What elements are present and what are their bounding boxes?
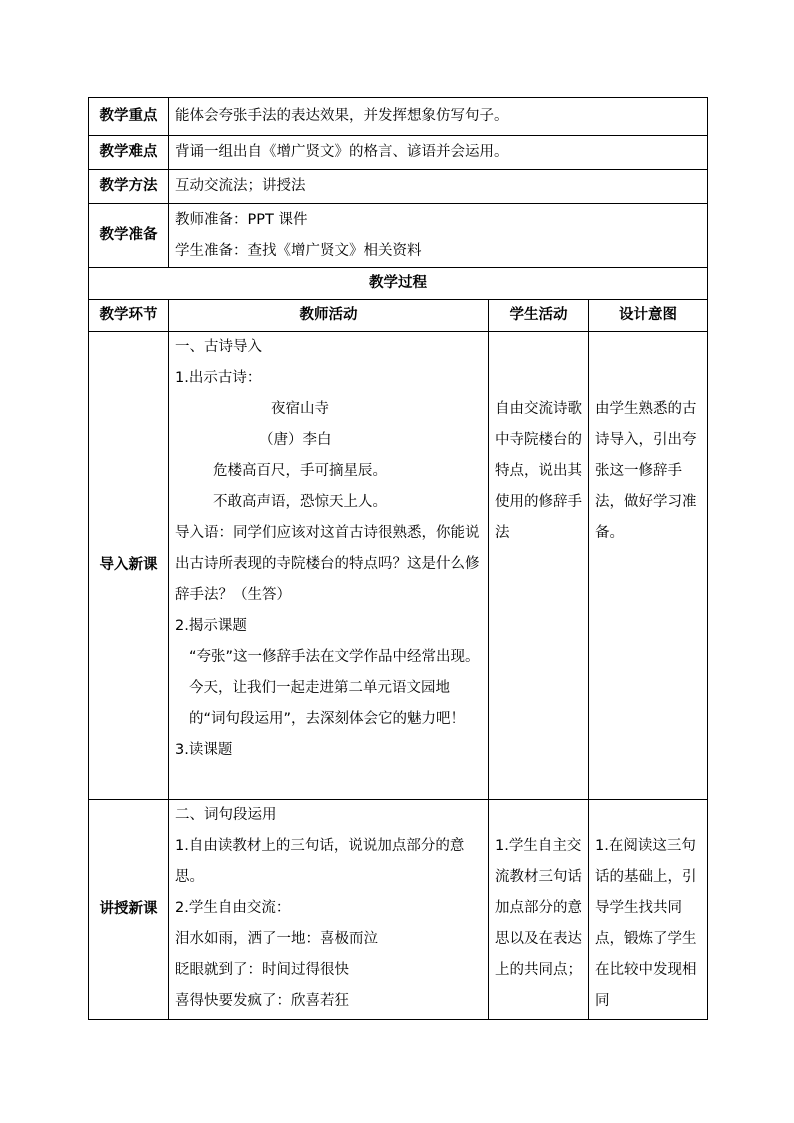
row-method <box>89 170 708 204</box>
process-title: 教学过程 <box>89 268 708 300</box>
prep-student: 学生准备：查找《增广贤文》相关资料 <box>175 242 422 259</box>
lesson-stage-label: 讲授新课 <box>89 800 169 1020</box>
intro-heading: 一、古诗导入 <box>175 339 262 355</box>
intro-step1: 1.出示古诗： <box>175 370 262 386</box>
row-new-lesson <box>89 800 708 1020</box>
intro-student-text: 自由交流诗歌中寺院楼台的特点，说出其使用的修辞手法 <box>495 401 582 541</box>
col-teacher: 教师活动 <box>169 300 489 332</box>
poem-line-1: 危楼高百尺，手可摘星辰。 <box>213 463 387 479</box>
key-point-label: 教学重点 <box>89 98 169 136</box>
intro-student-activity <box>489 332 589 800</box>
method-value: 互动交流法；讲授法 <box>169 170 708 204</box>
lesson-heading: 二、词句段运用 <box>175 807 277 823</box>
col-design: 设计意图 <box>589 300 708 332</box>
lesson-student-text: 1.学生自主交流教材三句话加点部分的意思以及在表达上的共同点； <box>495 838 582 978</box>
prep-label: 教学准备 <box>89 204 169 268</box>
lesson-student-activity <box>489 800 589 1020</box>
intro-reveal: “夸张”这一修辞手法在文学作品中经常出现。今天，让我们一起走进第二单元语文园地的“词句段运用”，去深刻体会它的魅力吧！ <box>189 649 480 727</box>
row-difficulty <box>89 136 708 170</box>
difficulty-label: 教学难点 <box>89 136 169 170</box>
lesson-design-intent <box>589 800 708 1020</box>
lesson-example-1: 泪水如雨，洒了一地：喜极而泣 <box>175 931 378 947</box>
lesson-plan <box>88 97 707 1020</box>
lesson-step1: 1.自由读教材上的三句话，说说加点部分的意思。 <box>175 838 465 885</box>
row-column-headers <box>89 300 708 332</box>
col-student: 学生活动 <box>489 300 589 332</box>
poem-title: 夜宿山寺 <box>271 401 329 417</box>
intro-teacher-activity <box>169 332 489 800</box>
intro-stage-label: 导入新课 <box>89 332 169 800</box>
key-point-value: 能体会夸张手法的表达效果，并发挥想象仿写句子。 <box>169 98 708 136</box>
row-intro <box>89 332 708 800</box>
lesson-design-text: 1.在阅读这三句话的基础上，引导学生找共同点，锻炼了学生在比较中发现相同 <box>595 838 697 1009</box>
lesson-example-2: 眨眼就到了：时间过得很快 <box>175 962 349 978</box>
row-key-point <box>89 98 708 136</box>
lesson-step2: 2.学生自由交流： <box>175 900 291 916</box>
intro-step3: 3.读课题 <box>175 742 233 758</box>
difficulty-value: 背诵一组出自《增广贤文》的格言、谚语并会运用。 <box>169 136 708 170</box>
poem-author: （唐）李白 <box>259 432 332 448</box>
row-process-title <box>89 268 708 300</box>
intro-step2: 2.揭示课题 <box>175 618 247 634</box>
lesson-example-3: 喜得快要发疯了：欣喜若狂 <box>175 993 349 1009</box>
lesson-teacher-activity <box>169 800 489 1020</box>
row-preparation <box>89 204 708 268</box>
lesson-plan-table <box>88 97 708 1020</box>
prep-value <box>169 204 708 268</box>
prep-teacher: 教师准备：PPT 课件 <box>175 211 308 228</box>
poem-line-2: 不敢高声语，恐惊天上人。 <box>213 494 387 510</box>
col-stage: 教学环节 <box>89 300 169 332</box>
method-label: 教学方法 <box>89 170 169 204</box>
intro-speech: 导入语：同学们应该对这首古诗很熟悉，你能说出古诗所表现的寺院楼台的特点吗？这是什么修辞手法？（生答） <box>175 525 480 603</box>
intro-design-text: 由学生熟悉的古诗导入，引出夸张这一修辞手法，做好学习准备。 <box>595 401 697 541</box>
intro-design-intent <box>589 332 708 800</box>
